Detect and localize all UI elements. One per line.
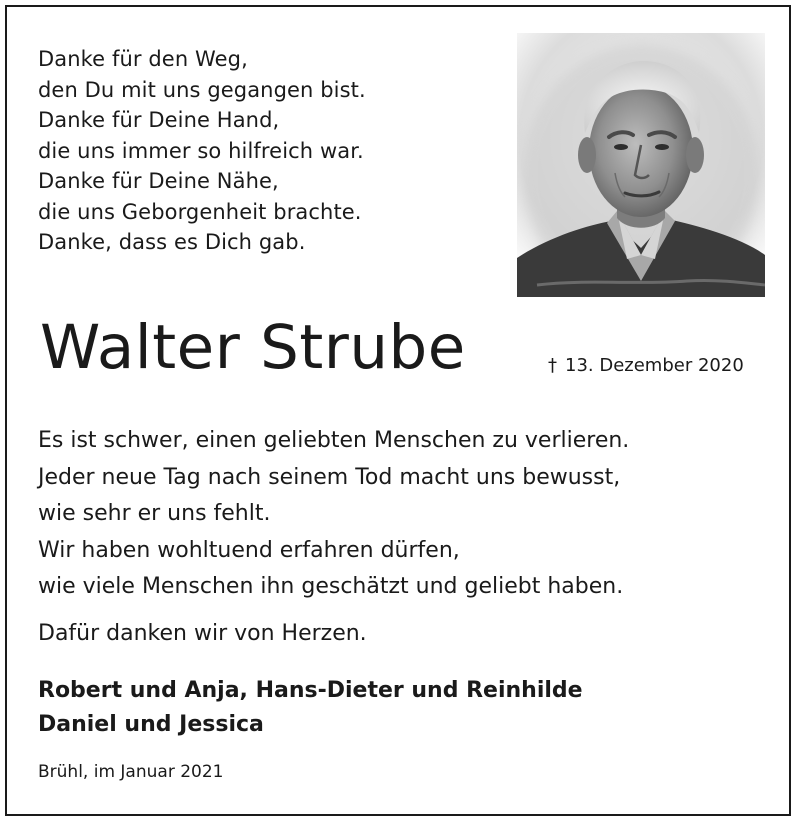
deceased-name: Walter Strube (40, 312, 466, 383)
poem-line: Danke für Deine Nähe, (38, 169, 279, 193)
poem (38, 44, 366, 258)
poem-line: Danke, dass es Dich gab. (38, 230, 306, 254)
message-line: Wir haben wohltuend erfahren dürfen, (38, 537, 460, 563)
poem-line: die uns Geborgenheit brachte. (38, 199, 362, 224)
cross-icon: † (548, 355, 557, 376)
poem-line: die uns immer so hilfreich war. (38, 138, 364, 163)
message-line: wie sehr er uns fehlt. (38, 501, 271, 526)
portrait-photo (517, 33, 765, 297)
poem-line: Danke für den Weg, (38, 47, 248, 71)
poem-line: Danke für Deine Hand, (38, 108, 280, 132)
condolence-message (38, 423, 629, 606)
message-line: Es ist schwer, einen geliebten Menschen zu verlieren. (38, 428, 630, 453)
thanks-line: Dafür danken wir von Herzen. (38, 621, 367, 646)
family-names (38, 674, 583, 742)
death-date (548, 355, 744, 376)
message-line: Jeder neue Tag nach seinem Tod macht uns bewusst, (38, 464, 621, 490)
poem-line: den Du mit uns gegangen bist. (38, 77, 366, 102)
message-line: wie viele Menschen ihn geschätzt und geliebt haben. (38, 574, 624, 599)
death-date-text: 13. Dezember 2020 (565, 355, 744, 376)
family-line: Daniel und Jessica (38, 712, 264, 737)
place-date: Brühl, im Januar 2021 (38, 762, 224, 782)
family-line: Robert und Anja, Hans-Dieter und Reinhilde (38, 678, 583, 703)
